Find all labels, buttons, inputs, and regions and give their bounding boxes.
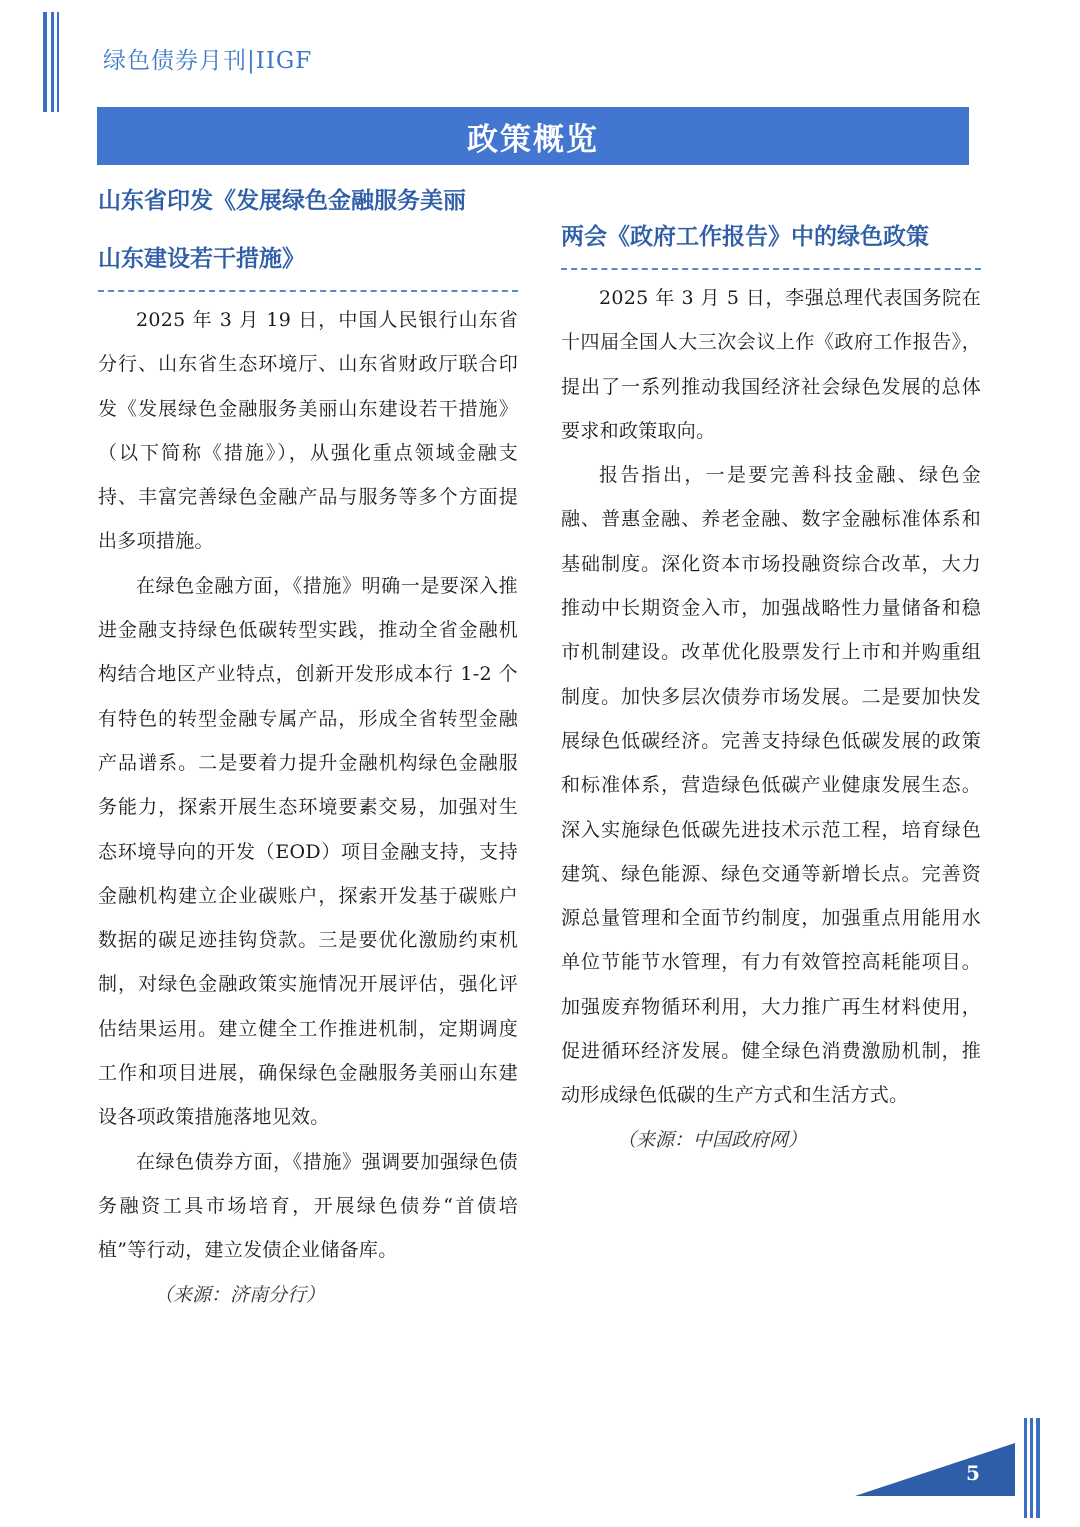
article-paragraph: 在绿色债券方面，《措施》强调要加强绿色债务融资工具市场培育，开展绿色债券“首债培植”等行动，建立发债企业储备库。 <box>98 1150 518 1262</box>
decor-bar <box>43 12 47 112</box>
page-number: 5 <box>966 1461 980 1485</box>
right-article <box>561 208 981 1162</box>
article-source: （来源：中国政府网） <box>617 1128 808 1151</box>
article-paragraph: 报告指出，一是要完善科技金融、绿色金融、普惠金融、养老金融、数字金融标准体系和基础制度。深化资本市场投融资综合改革，大力推动中长期资金入市，加强战略性力量储备和稳市机制建设。改革优化股票发行上市和并购重组制度。加快多层次债券市场发展。二是要加快发展绿色低碳经济。完善支持绿色低碳发展的政策和标准体系，营造绿色低碳产业健康发展生态。深入实施绿色低碳先进技术示范工程，培育绿色建筑、绿色能源、绿色交通等新增长点。完善资源总量管理和全面节约制度，加强重点用能用水单位节能节水管理，有力有效管控高耗能项目。加强废弃物循环利用，大力推广再生材料使用，促进循环经济发展。健全绿色消费激励机制，推动形成绿色低碳的生产方式和生活方式。 <box>561 464 981 1107</box>
decor-bar <box>1030 1418 1033 1518</box>
article-title: 山东省印发《发展绿色金融服务美丽 <box>98 187 466 214</box>
article-title: 两会《政府工作报告》中的绿色政策 <box>561 223 929 250</box>
masthead: 绿色债券月刊|IIGF <box>103 48 313 74</box>
decor-bar <box>51 12 54 112</box>
article-source: （来源：济南分行） <box>154 1283 326 1306</box>
article-paragraph: 在绿色金融方面，《措施》明确一是要深入推进金融支持绿色低碳转型实践，推动全省金融机构结合地区产业特点，创新开发形成本行 1-2 个有特色的转型金融专属产品，形成全省转型金融产品谱系。二是要着力提升金融机构绿色金融服务能力，探索开展生态环境要素交易，加强对生态环境导向的开发（EOD）项目金融支持，支持金融机构建立企业碳账户，探索开发基于碳账户数据的碳足迹挂钩贷款。三是要优化激励约束机制，对绿色金融政策实施情况开展评估，强化评估结果运用。建立健全工作推进机制，定期调度工作和项目进展，确保绿色金融服务美丽山东建设各项政策措施落地见效。 <box>98 574 518 1129</box>
left-article <box>98 172 518 1317</box>
dashed-divider <box>98 290 518 292</box>
article-paragraph: 2025 年 3 月 5 日，李强总理代表国务院在十四届全国人大三次会议上作《政府工作报告》，提出了一系列推动我国经济社会绿色发展的总体要求和政策取向。 <box>561 287 981 442</box>
dashed-divider <box>561 268 981 270</box>
page-corner-triangle <box>855 1443 1015 1496</box>
article-paragraph: 2025 年 3 月 19 日，中国人民银行山东省分行、山东省生态环境厅、山东省财政厅联合印发《发展绿色金融服务美丽山东建设若干措施》（以下简称《措施》），从强化重点领域金融支持、丰富完善绿色金融产品与服务等多个方面提出多项措施。 <box>98 309 518 553</box>
decor-bar <box>1024 1418 1027 1518</box>
article-title: 山东建设若干措施》 <box>98 245 305 272</box>
section-title: 政策概览 <box>467 121 599 158</box>
section-banner <box>97 107 969 165</box>
decor-bar <box>57 12 59 112</box>
decor-bar <box>1036 1418 1040 1518</box>
